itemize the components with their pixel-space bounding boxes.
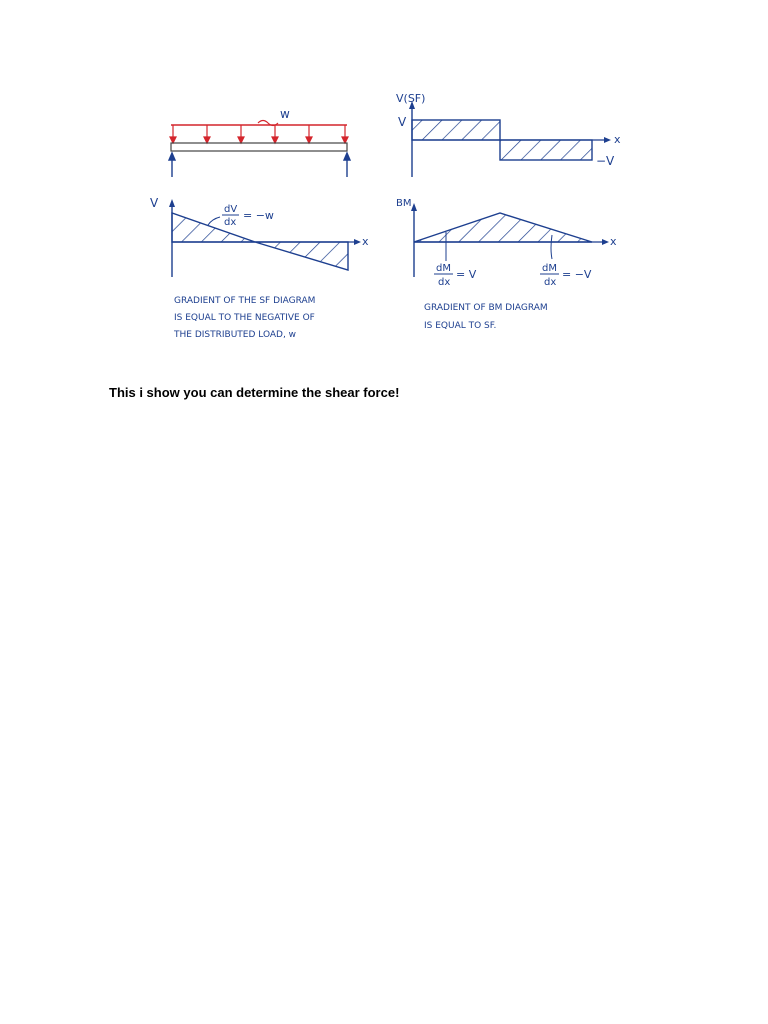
bm-left-rhs: = V [456, 268, 477, 281]
support-arrows [169, 153, 350, 177]
v-slope-den: dx [224, 217, 237, 228]
sf-diagram [396, 92, 621, 177]
bm-right-rhs: = −V [562, 268, 592, 281]
v-axis-label: V [150, 196, 159, 210]
bm-diagram [396, 198, 617, 331]
bm-axis-label: BM [396, 198, 412, 209]
sf-top-label: V [398, 115, 407, 129]
load-label: w [280, 107, 290, 121]
beam-diagrams-figure [140, 85, 660, 355]
distributed-load-arrows [170, 125, 348, 143]
bm-left-den: dx [438, 277, 451, 288]
sf-axis-label: V(SF) [396, 92, 426, 105]
v-slope-num: dV [224, 204, 238, 215]
v-note-line-2: IS EQUAL TO THE NEGATIVE OF [174, 313, 315, 323]
beam [171, 143, 347, 151]
loaded-beam [169, 107, 350, 177]
bm-x-label: x [610, 235, 617, 248]
caption-text: This i show you can determine the shear force! [109, 385, 400, 400]
bm-note-line-2: IS EQUAL TO SF. [424, 321, 497, 331]
v-x-label: x [362, 235, 369, 248]
sf-x-label: x [614, 133, 621, 146]
sf-bottom-label: −V [596, 154, 615, 168]
bm-note-line-1: GRADIENT OF BM DIAGRAM [424, 303, 548, 313]
v-diagram [150, 196, 369, 340]
v-slope-rhs: = −w [243, 209, 274, 222]
v-note-line-1: GRADIENT OF THE SF DIAGRAM [174, 296, 316, 306]
bm-right-den: dx [544, 277, 557, 288]
bm-right-num: dM [542, 263, 557, 274]
v-note-line-3: THE DISTRIBUTED LOAD, w [174, 330, 297, 340]
bm-left-num: dM [436, 263, 451, 274]
